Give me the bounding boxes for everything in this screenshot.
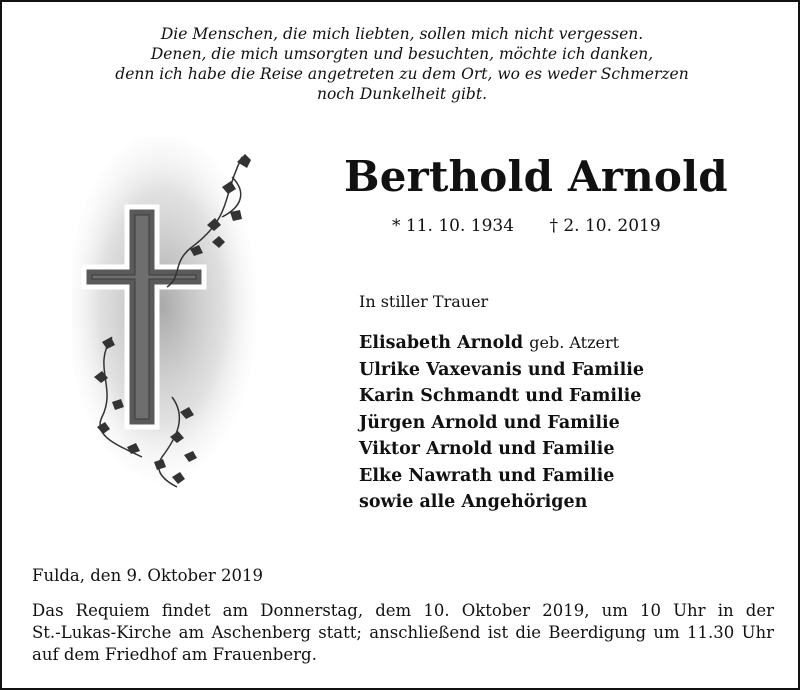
poem-line: Die Menschen, die mich liebten, sollen mich nicht vergessen. [160, 25, 644, 43]
mourner-name: Elisabeth Arnold [359, 333, 524, 353]
place-date: Fulda, den 9. Oktober 2019 [32, 566, 263, 585]
mourner-line: sowie alle Angehörigen [359, 492, 588, 512]
mourner-line: Ulrike Vaxevanis und Familie [359, 359, 645, 380]
poem-line: denn ich habe die Reise angetreten zu dem Ort, wo es weder Schmerzen [115, 65, 689, 83]
mourning-intro: In stiller Trauer [359, 292, 489, 311]
mourner-line: Karin Schmandt und Familie [359, 386, 642, 406]
poem [2, 24, 800, 104]
cross-with-ivy-icon [72, 137, 272, 497]
life-dates [392, 216, 661, 236]
mourner-line [359, 330, 644, 357]
poem-line: noch Dunkelheit gibt. [316, 85, 488, 103]
birth-date: * 11. 10. 1934 [392, 216, 515, 236]
mourner-line: Jürgen Arnold und Familie [359, 412, 620, 433]
poem-line: Denen, die mich umsorgten und besuchten, möchte ich danken, [150, 45, 654, 63]
notice-line: Das Requiem findet am Donnerstag, dem 10. Oktober 2019, um 10 Uhr in der [32, 601, 774, 620]
maiden-name: geb. Atzert [529, 333, 620, 352]
funeral-notice [32, 600, 774, 666]
notice-line: auf dem Friedhof am Frauenberg. [32, 645, 317, 664]
deceased-name: Berthold Arnold [344, 152, 728, 201]
notice-line: St.-Lukas-Kirche am Aschenberg statt; anschließend ist die Beerdigung um 11.30 Uhr [32, 623, 774, 642]
mourners-list [359, 330, 644, 516]
mourner-line: Viktor Arnold und Familie [359, 439, 615, 459]
mourner-line: Elke Nawrath und Familie [359, 465, 615, 486]
death-date: † 2. 10. 2019 [549, 216, 661, 236]
